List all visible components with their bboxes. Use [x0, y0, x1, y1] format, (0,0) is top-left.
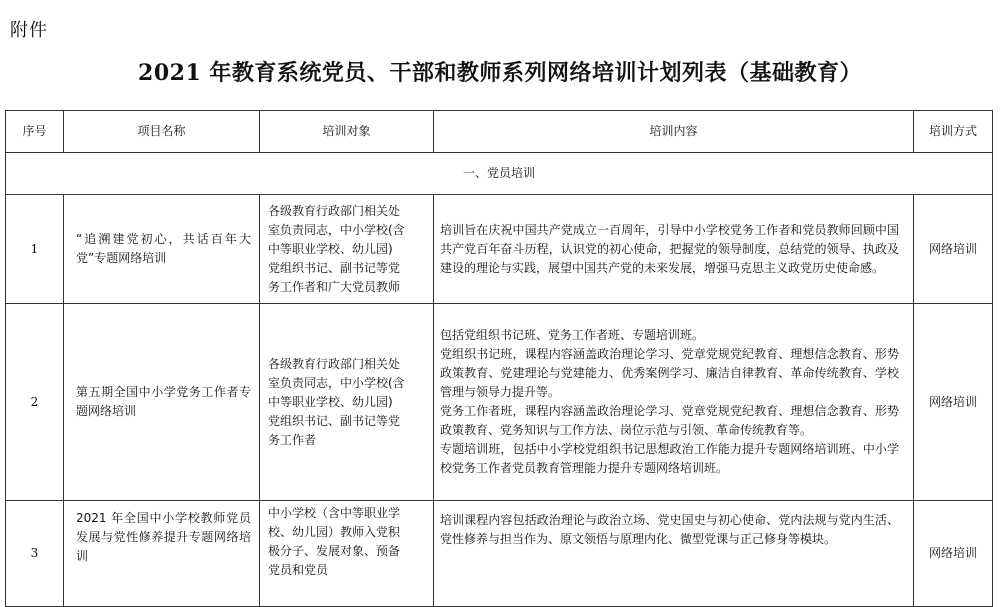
row-number: 3: [6, 501, 64, 607]
training-content: [434, 501, 914, 607]
col-header-target: 培训对象: [260, 111, 434, 153]
project-name: [64, 501, 260, 607]
col-header-project-name: 项目名称: [64, 111, 260, 153]
training-method: 网络培训: [914, 304, 993, 501]
table-row: [6, 304, 993, 501]
target-line: 务工作者和广大党员教师: [268, 279, 401, 294]
target-line: 极分子、发展对象、预备: [268, 544, 401, 558]
section-row: [6, 153, 993, 195]
target-line: 党员和党员: [268, 563, 329, 577]
target-line: 中等职业学校、幼儿园): [268, 241, 393, 256]
attachment-label: 附件: [10, 20, 48, 41]
col-header-method: 培训方式: [914, 111, 993, 153]
page-title: 2021 年教育系统党员、干部和教师系列网络培训计划列表（基础教育）: [138, 60, 862, 86]
col-header-number: 序号: [6, 111, 64, 153]
target-line: 中等职业学校、幼儿园): [268, 394, 393, 409]
row-number: 1: [6, 195, 64, 304]
project-name: [64, 195, 260, 304]
target-line: 室负责同志，中小学校(含: [268, 222, 405, 237]
training-target: [260, 195, 434, 304]
training-method: 网络培训: [914, 501, 993, 607]
table-row: [6, 195, 993, 304]
target-line: 各级教育行政部门相关处: [268, 203, 401, 218]
target-line: 党组织书记、副书记等党: [268, 413, 401, 428]
target-line: 校、幼儿园）教师入党积: [268, 525, 401, 539]
content-paragraph: 党组织书记班，课程内容涵盖政治理论学习、党章党规党纪教育、理想信念教育、形势政策教育、党建理论与党建能力、优秀案例学习、廉洁自律教育、革命传统教育、学校管理与领导力提升等。: [440, 347, 899, 399]
project-name-text: 第五期全国中小学党务工作者专题网络培训: [76, 385, 251, 418]
target-line: 党组织书记、副书记等党: [268, 260, 401, 275]
training-content: [434, 304, 914, 501]
target-line: 中小学校（含中等职业学: [268, 506, 401, 520]
target-line: 各级教育行政部门相关处: [268, 356, 401, 371]
content-paragraph: 党务工作者班，课程内容涵盖政治理论学习、党章党规党纪教育、理想信念教育、形势政策教育、党务知识与工作方法、岗位示范与引领、革命传统教育等。: [440, 404, 899, 437]
row-number: 2: [6, 304, 64, 501]
training-target: [260, 501, 434, 607]
target-line: 室负责同志，中小学校(含: [268, 375, 405, 390]
project-name-text: “追溯建党初心，共话百年大党”专题网络培训: [76, 232, 251, 265]
table-header-row: [6, 111, 993, 153]
content-text: 培训课程内容包括政治理论与政治立场、党史国史与初心使命、党内法规与党内生活、党性修养与担当作为、原文领悟与原理内化、微型党课与正己修身等模块。: [440, 513, 899, 546]
training-method: 网络培训: [914, 195, 993, 304]
content-paragraph: 包括党组织书记班、党务工作者班、专题培训班。: [440, 328, 705, 342]
table-row: [6, 501, 993, 607]
content-text: 培训旨在庆祝中国共产党成立一百周年，引导中小学校党务工作者和党员教师回顾中国共产党百年奋斗历程，认识党的初心使命，把握党的领导制度，总结党的领导、执政及建设的理论与实践，展望中国共产党的未来发展，增强马克思主义政党历史使命感。: [440, 222, 899, 275]
training-target: [260, 304, 434, 501]
project-name-text: 2021 年全国中小学校教师党员发展与党性修养提升专题网络培训: [76, 511, 251, 563]
target-line: 务工作者: [268, 432, 317, 447]
col-header-content: 培训内容: [434, 111, 914, 153]
section-title: 一、党员培训: [6, 153, 993, 195]
project-name: [64, 304, 260, 501]
training-plan-table: [5, 110, 993, 607]
content-paragraph: 专题培训班，包括中小学校党组织书记思想政治工作能力提升专题网络培训班、中小学校党务工作者党员教育管理能力提升专题网络培训班。: [440, 442, 899, 475]
training-content: [434, 195, 914, 304]
